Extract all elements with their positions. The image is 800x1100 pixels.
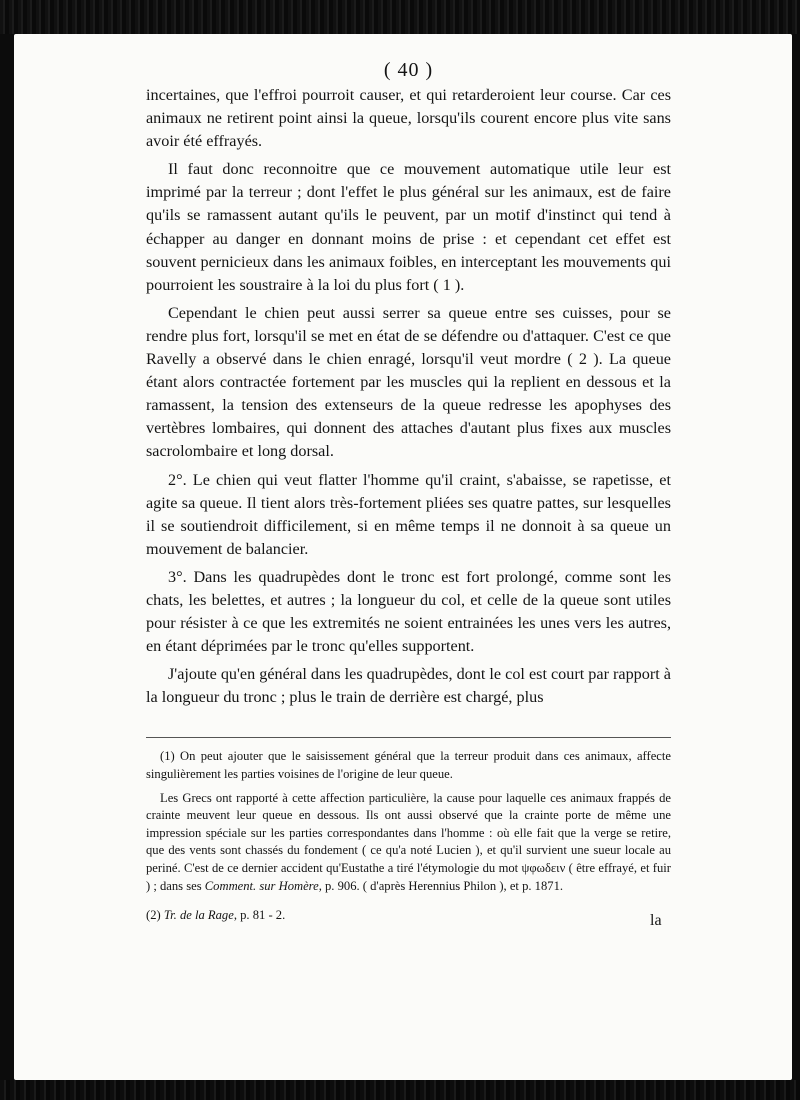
footnote-text: , p. 906. ( d'après Herennius Philon ), et p. 1871. [318,878,564,893]
scan-border-bottom [0,1080,800,1100]
footnote-rule [146,737,671,738]
body-text [146,84,671,709]
page-content [146,58,671,925]
footnote-1: (1) On peut ajouter que le saisissement général que la terreur produit dans ces animaux, affecte singulièrement les parties voisines de l'origine de leur queue. [146,749,671,782]
catchword: la [650,912,662,929]
footnote-1-continued [146,790,671,896]
footnote-text: , p. 81 - 2. [233,908,286,923]
footnote-citation: Comment. sur Homère [204,878,319,893]
paragraph: J'ajoute qu'en général dans les quadrupèdes, dont le col est court par rapport à la longueur du tronc ; plus le train de derrière est chargé, plus [146,665,671,707]
footnote-2 [146,907,671,925]
paragraph: 3°. Dans les quadrupèdes dont le tronc est fort prolongé, comme sont les chats, les belettes, et autres ; la longueur du col, et celle de la queue sont utiles pour résister à ce que les extremités ne soient entrainées les unes vers les autres, en étant déprimées par le tronc qu'elles supportent. [146,567,671,656]
paragraph: Cependant le chien peut aussi serrer sa queue entre ses cuisses, pour se rendre plus fort, lorsqu'il se met en état de se défendre ou d'attaquer. C'est ce que Ravelly a observé dans le chien enragé, lorsqu'il veut mordre ( 2 ). La queue étant alors contractée fortement par les muscles qui la replient en dessous et la ramassent, la tension des extenseurs de la queue redresse les apophyses des vertèbres lombaires, qui donnent des attaches d'autant plus fixes aux muscles sacrolombaire et long dorsal. [146,303,671,461]
scan-border-top [0,0,800,34]
footnote-marker: (2) [146,908,161,923]
paragraph: incertaines, que l'effroi pourroit causer, et qui retarderoient leur course. Car ces animaux ne retirent point ainsi la queue, lorsqu'ils courent encore plus vite sans avoir été effrayés. [146,86,671,151]
paragraph: 2°. Le chien qui veut flatter l'homme qu'il craint, s'abaisse, se rapetisse, et agite sa queue. Il tient alors très-fortement pliées ses quatre pattes, sur lesquelles il se soutiendroit difficilement, si en même temps il ne donnoit à sa queue un mouvement de balancier. [146,470,671,558]
paragraph: Il faut donc reconnoitre que ce mouvement automatique utile leur est imprimé par la terreur ; dont l'effet le plus général sur les animaux, est de faire qu'ils se ramassent autant qu'ils le peuvent, par un motif d'instinct qui tend à échapper au danger en donnant moins de prise : et cependant cet effet est souvent pernicieux dans les animaux foibles, en interceptant les mouvements qui pourroient les soustraire à la loi du plus fort ( 1 ). [146,160,671,294]
footnote-citation: Tr. de la Rage [163,908,234,923]
page-number: ( 40 ) [383,59,434,81]
footnote-text: Les Grecs ont rapporté à cette affection particulière, la cause pour laquelle ces animaux frappés de crainte meuvent leur queue en dessous. Ils ont aussi observé que la crainte porte de même une impression spéciale sur les parties correspondantes dans l'homme : où elle fait que la verge se retire, que des vents sont chassés du fondement ( ce qu'a noté Lucien ), et qu'il survient une sueur locale au periné. C'est de ce dernier accident qu'Eustathe a tiré l'étymologie du mot ψφωδειν ( être effrayé, et fuir ) ; dans ses [146,790,671,893]
footnotes [146,748,671,924]
